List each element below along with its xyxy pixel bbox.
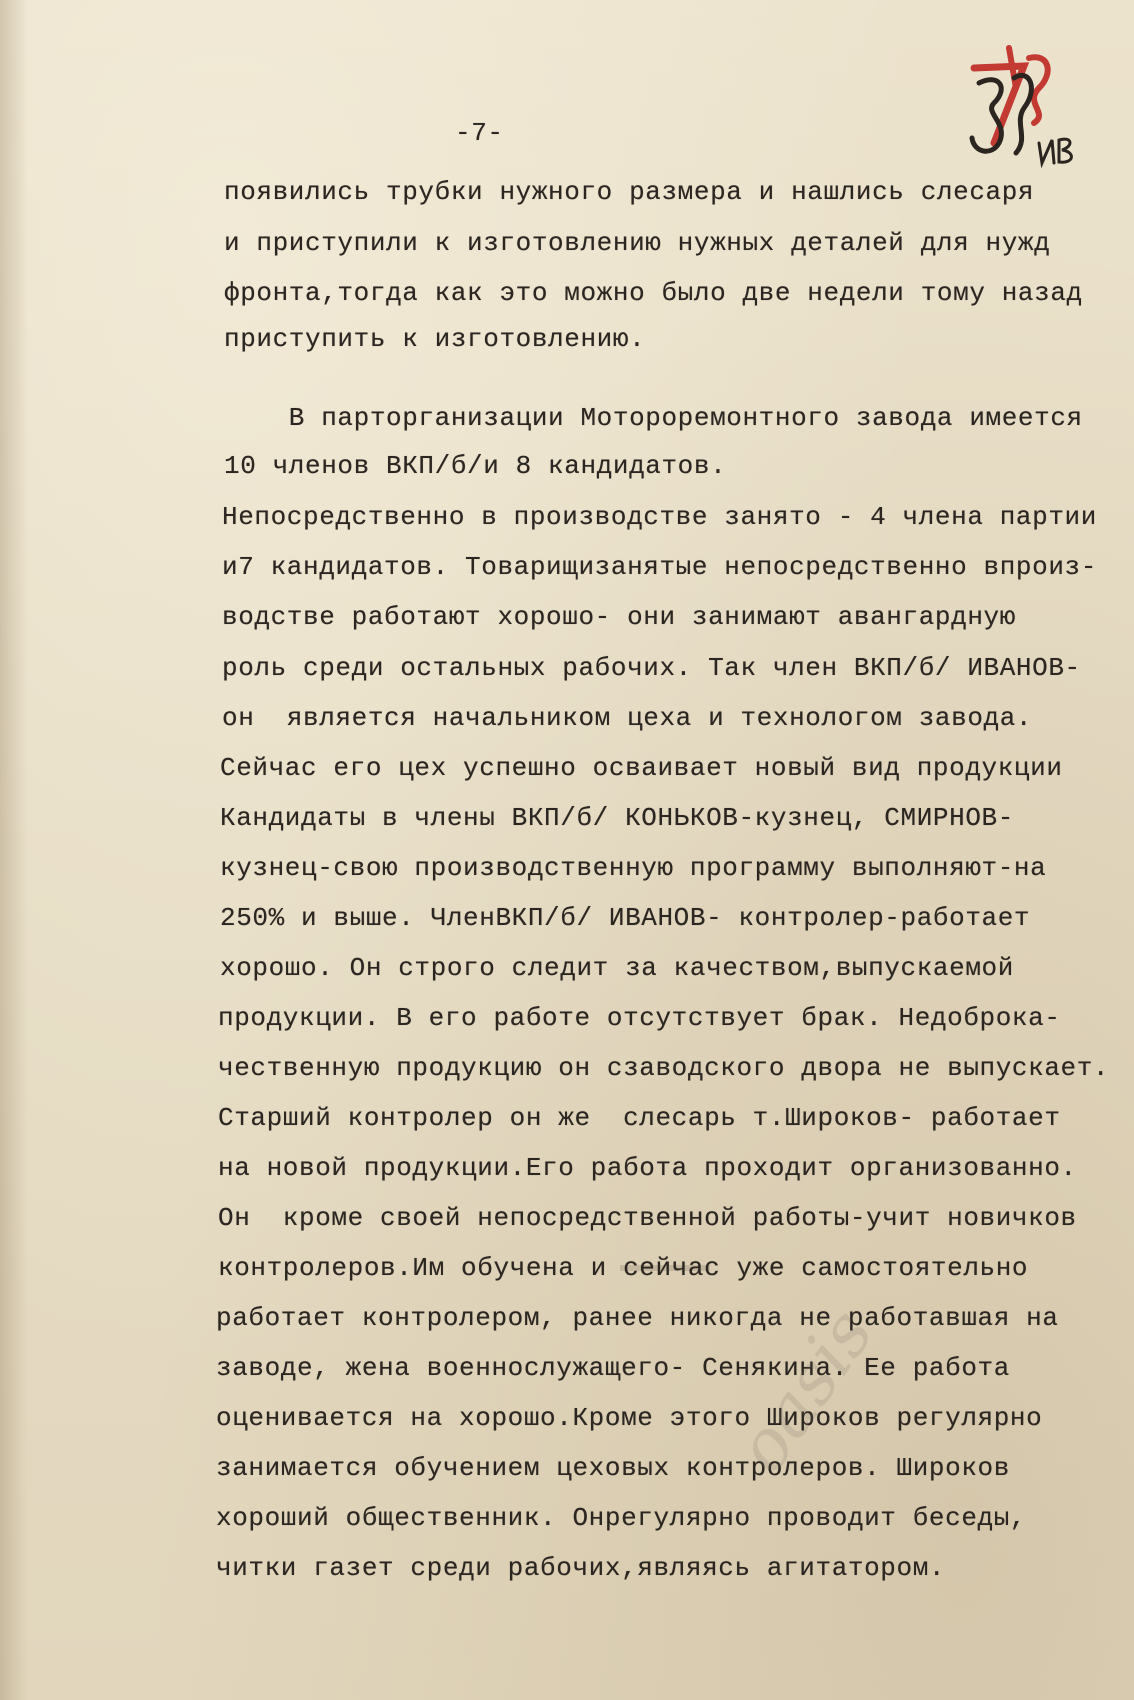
- text-line: он является начальником цеха и технологом завода.: [222, 703, 1033, 733]
- text-line: фронта,тогда как это можно было две недели тому назад: [224, 278, 1083, 308]
- folio-stamp-icon: [954, 28, 1084, 168]
- text-line: хороший общественник. Онрегулярно проводит беседы,: [216, 1503, 1027, 1533]
- text-line: работает контролером, ранее никогда не работавшая на: [216, 1303, 1059, 1333]
- text-line: хорошо. Он строго следит за качеством,выпускаемой: [220, 953, 1014, 983]
- text-line: Он кроме своей непосредственной работы-учит новичков: [218, 1203, 1077, 1233]
- text-line: 10 членов ВКП/б/и 8 кандидатов.: [224, 451, 727, 481]
- text-line: Кандидаты в члены ВКП/б/ КОНЬКОВ-кузнец, СМИРНОВ-: [220, 803, 1014, 833]
- text-line: заводе, жена военнослужащего- Сенякина. Ее работа: [216, 1353, 1010, 1383]
- text-line: приступить к изготовлению.: [224, 324, 646, 354]
- text-line: на новой продукции.Его работа проходит организованно.: [218, 1153, 1077, 1183]
- text-line: контролеров.Им обучена и сейчас уже самостоятельно: [218, 1253, 1029, 1283]
- text-line: появились трубки нужного размера и нашлись слесаря: [224, 177, 1035, 207]
- text-line: занимается обучением цеховых контролеров. Широков: [216, 1453, 1010, 1483]
- text-line: и приступили к изготовлению нужных деталей для нужд: [224, 228, 1051, 258]
- text-line: 250% и выше. ЧленВКП/б/ ИВАНОВ- контролер-работает: [220, 903, 1031, 933]
- text-line: кузнец-свою производственную программу выполняют-на: [220, 853, 1047, 883]
- text-line: продукции. В его работе отсутствует брак. Недоброка-: [218, 1003, 1061, 1033]
- text-line: Старший контролер он же слесарь т.Широков- работает: [218, 1103, 1061, 1133]
- text-line: Сейчас его цех успешно осваивает новый вид продукции: [220, 753, 1063, 783]
- page-edge-shadow: [0, 0, 28, 1700]
- text-line: и7 кандидатов. Товарищизанятые непосредственно впроиз-: [222, 552, 1097, 582]
- page-number: -7-: [455, 118, 504, 148]
- text-line: Непосредственно в производстве занято - 4 члена партии: [222, 502, 1097, 532]
- text-line: роль среди остальных рабочих. Так член ВКП/б/ ИВАНОВ-: [222, 653, 1081, 683]
- text-line: водстве работают хорошо- они занимают авангардную: [222, 602, 1016, 632]
- watermark: oasis: [720, 1294, 890, 1488]
- text-line: чественную продукцию он сзаводского двора не выпускает.: [218, 1053, 1110, 1083]
- folio-handwritten-mark: [954, 28, 1084, 173]
- text-line: оценивается на хорошо.Кроме этого Широков регулярно: [216, 1403, 1043, 1433]
- text-line: читки газет среди рабочих,являясь агитатором.: [216, 1553, 946, 1583]
- text-line: В парторганизации Мотороремонтного завода имеется: [224, 403, 1083, 433]
- ink-smudge: [620, 1265, 710, 1271]
